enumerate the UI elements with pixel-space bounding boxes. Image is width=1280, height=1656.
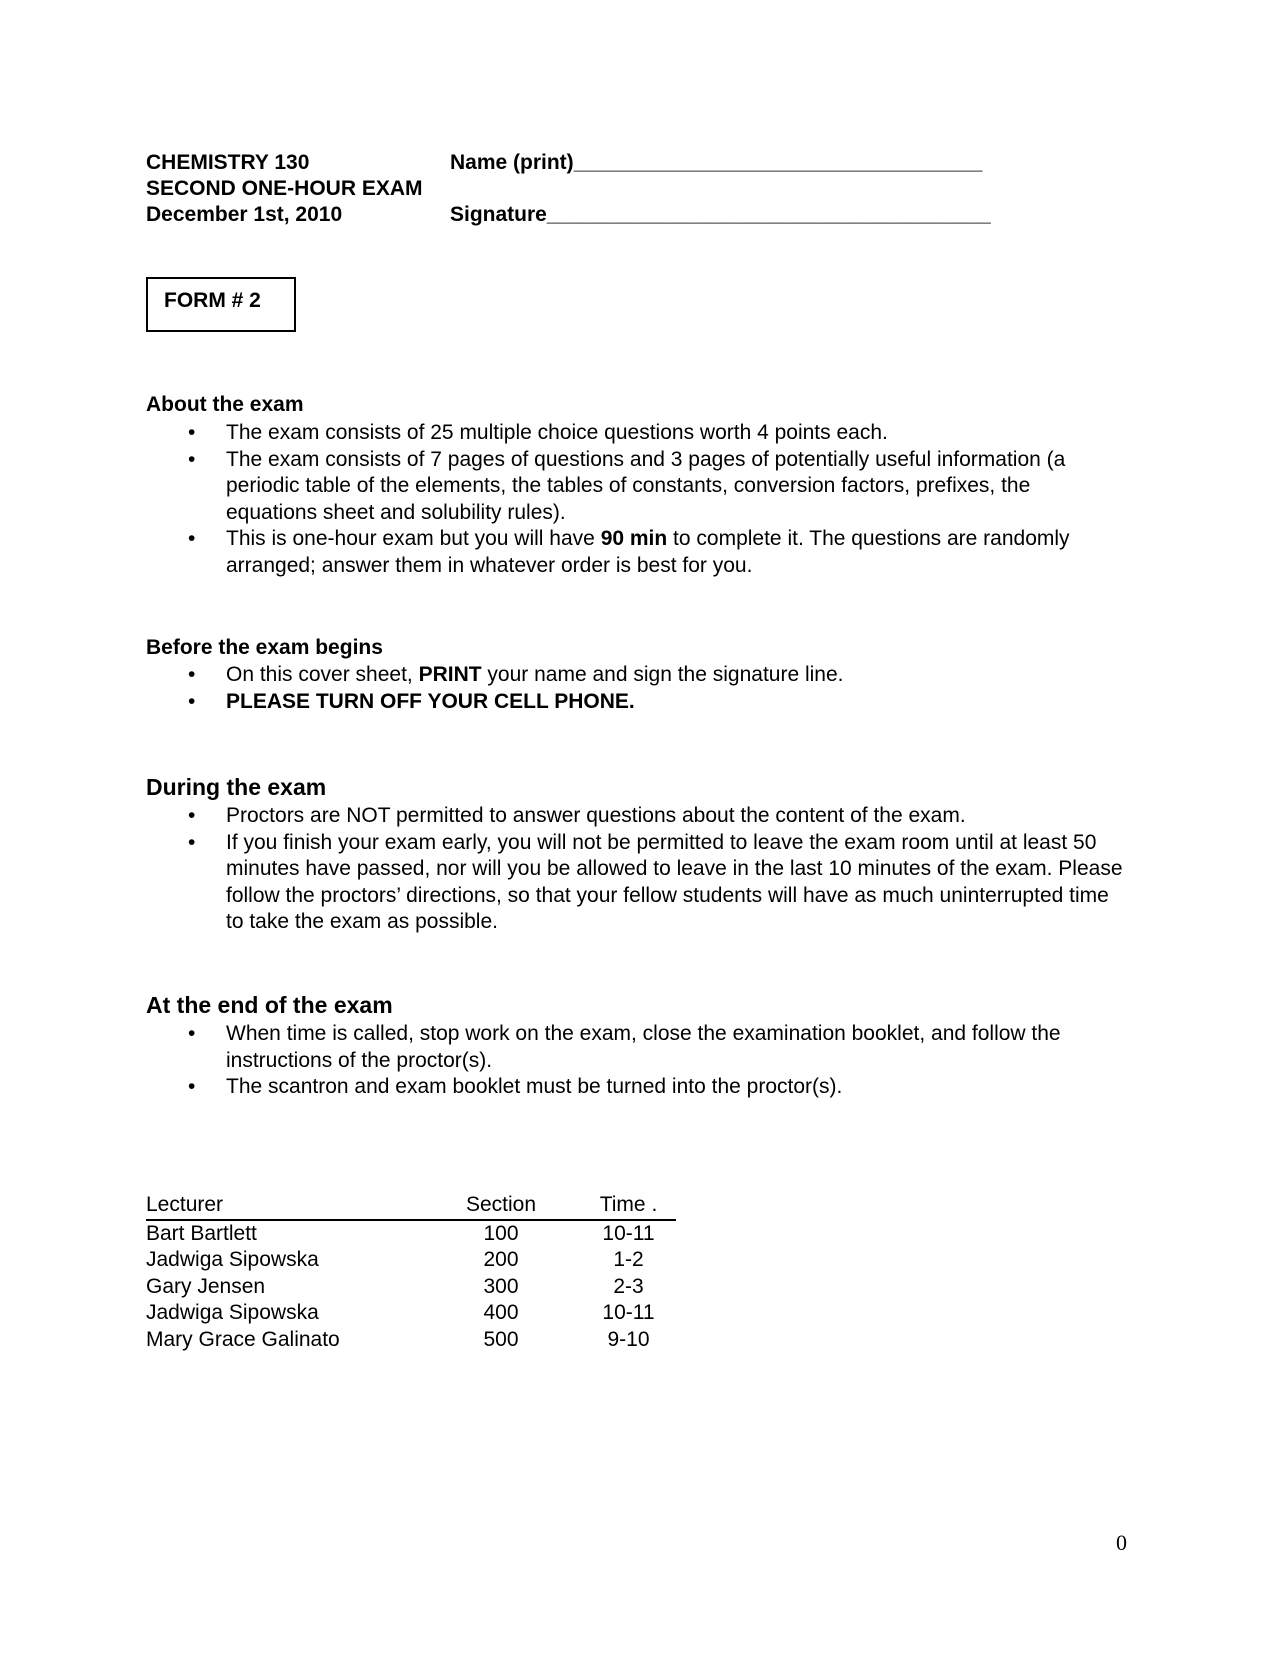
end-heading: At the end of the exam (146, 992, 393, 1018)
signature-line: ______________________________________ (546, 203, 991, 226)
table-row (146, 1327, 676, 1354)
section-cell: 500 (483, 1327, 519, 1351)
header-lecturer: Lecturer (146, 1192, 421, 1220)
lecturer-cell: Bart Bartlett (146, 1221, 257, 1245)
lecturer-cell: Jadwiga Sipowska (146, 1248, 319, 1271)
list-item: • When time is called, stop work on the exam, close the examination booklet, and follow the instructions of the proctor(s). (188, 1022, 1061, 1072)
bullet: • (188, 1022, 196, 1045)
list-item: • On this cover sheet, PRINT your name and sign the signature line. (146, 662, 1126, 689)
list-item: • If you finish your exam early, you will not be permitted to leave the exam room until at least 50 minutes have passed, nor will you be allowed to leave in the last 10 minutes of the exam. Please follow the proctors’ directions, so that your fellow students will have as much uninterrupted time to take the exam as possible. (188, 830, 1123, 933)
time-cell: 10-11 (602, 1221, 655, 1245)
end-list (146, 1021, 1126, 1101)
table-row (146, 1220, 676, 1248)
table-row (146, 1300, 676, 1327)
lecturer-cell: Mary Grace Galinato (146, 1327, 340, 1351)
list-item: • PLEASE TURN OFF YOUR CELL PHONE. (146, 689, 1126, 716)
list-item: • Proctors are NOT permitted to answer questions about the content of the exam. (146, 803, 1126, 830)
bullet: • (188, 421, 196, 444)
bullet: • (188, 663, 196, 686)
bullet: • (188, 1075, 196, 1098)
course-title: CHEMISTRY 130 (146, 151, 310, 174)
signature-label: Signature (450, 203, 547, 226)
table-row (146, 1247, 676, 1274)
section-cell: 100 (483, 1221, 519, 1245)
form-number-box (146, 277, 296, 332)
before-list (146, 662, 1126, 715)
list-item: • The scantron and exam booklet must be turned into the proctor(s). (146, 1074, 1126, 1101)
list-item: • The exam consists of 7 pages of questions and 3 pages of potentially useful information (a periodic table of the elements, the tables of constants, conversion factors, prefixes, the equations sheet and solubility rules). (188, 447, 1066, 524)
bullet: • (188, 804, 196, 827)
lecturer-cell: Jadwiga Sipowska (146, 1301, 319, 1324)
bullet: • (188, 527, 196, 550)
exam-date: December 1st, 2010 (146, 203, 343, 226)
section-cell: 400 (483, 1301, 519, 1324)
time-cell: 10-11 (602, 1301, 655, 1324)
bullet: • (188, 830, 196, 854)
during-heading: During the exam (146, 774, 327, 800)
name-label: Name (print) (450, 151, 574, 174)
header-time: Time . (581, 1192, 676, 1220)
before-heading: Before the exam begins (146, 636, 383, 659)
page-number: 0 (1116, 1530, 1127, 1555)
list-item: • This is one-hour exam but you will have 90 min to complete it. The questions are randomly arranged; answer them in whatever order is best for you. (188, 527, 1070, 577)
bullet: • (188, 689, 196, 713)
name-field[interactable] (450, 150, 982, 176)
time-cell: 1-2 (613, 1248, 644, 1271)
about-heading: About the exam (146, 393, 304, 416)
list-item: • The exam consists of 25 multiple choice questions worth 4 points each. (146, 420, 1126, 447)
signature-field[interactable] (450, 202, 991, 228)
about-list (146, 420, 1126, 579)
lecturer-cell: Gary Jensen (146, 1274, 266, 1298)
section-cell: 200 (483, 1248, 519, 1271)
bullet: • (188, 447, 196, 471)
exam-title: SECOND ONE-HOUR EXAM (146, 177, 423, 200)
section-cell: 300 (483, 1274, 519, 1298)
time-cell: 9-10 (607, 1327, 650, 1351)
time-cell: 2-3 (613, 1274, 644, 1298)
table-header-row (146, 1192, 676, 1220)
header-section: Section (421, 1192, 581, 1220)
table-row (146, 1274, 676, 1301)
name-line: ___________________________________ (573, 151, 983, 174)
lecturer-table (146, 1192, 676, 1353)
during-list (146, 803, 1126, 936)
form-number-label: FORM # 2 (164, 289, 261, 312)
